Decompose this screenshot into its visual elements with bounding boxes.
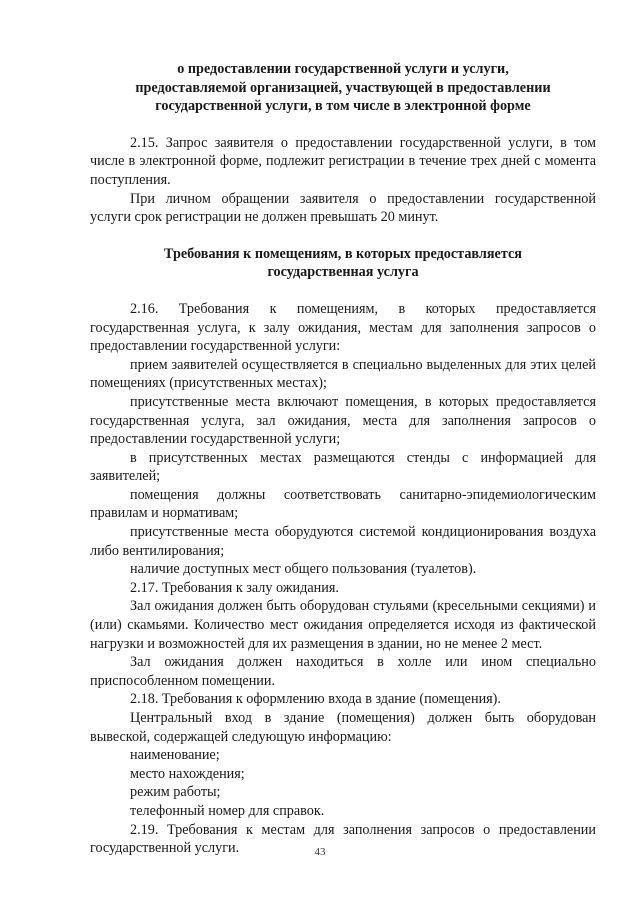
section-heading-registration bbox=[90, 60, 596, 116]
paragraph: 2.15. Запрос заявителя о предоставлении государственной услуги, в том числе в электронной форме, подлежит регистрации в течение трех дней с момента поступления. bbox=[90, 134, 596, 188]
paragraph: помещения должны соответствовать санитарно-эпидемиологическим правилам и нормативам; bbox=[90, 486, 596, 522]
paragraph: 2.19. Требования к местам для заполнения запросов о предоставлении государственной услуги. bbox=[90, 821, 596, 857]
page-number: 43 bbox=[314, 846, 326, 858]
paragraph: Центральный вход в здание (помещения) должен быть оборудован вывеской, содержащей следующую информацию: bbox=[90, 710, 596, 745]
paragraph: телефонный номер для справок. bbox=[130, 802, 325, 819]
paragraph: наименование; bbox=[130, 747, 220, 764]
paragraph: Зал ожидания должен быть оборудован стульями (кресельными секциями) и (или) скамьями. Количество мест ожидания определяется исходя из фактической нагрузки и возможностей для их размещения в здании, но не менее 2 мест. bbox=[90, 598, 596, 652]
paragraph: Зал ожидания должен находиться в холле или ином специально приспособленном помещении. bbox=[90, 654, 596, 689]
paragraph: присутственные места оборудуются системой кондиционирования воздуха либо вентилирования; bbox=[90, 524, 596, 559]
paragraph: 2.16. Требования к помещениям, в которых предоставляется государственная услуга, к залу ожидания, местам для заполнения запросов о предоставлении государственной услуги: bbox=[90, 300, 596, 355]
heading-line: Требования к помещениям, в которых предоставляется bbox=[164, 245, 522, 262]
heading-line: государственной услуги, в том числе в электронной форме bbox=[155, 98, 531, 115]
paragraph: При личном обращении заявителя о предоставлении государственной услуги срок регистрации не должен превышать 20 минут. bbox=[90, 190, 596, 226]
paragraph: 2.17. Требования к залу ожидания. bbox=[130, 579, 339, 596]
paragraph: 2.18. Требования к оформлению входа в здание (помещения). bbox=[130, 691, 501, 708]
heading-line: предоставляемой организацией, участвующей в предоставлении bbox=[135, 79, 551, 96]
document-page bbox=[90, 60, 596, 858]
paragraph: присутственные места включают помещения, в которых предоставляется государственная услуга, зал ожидания, места для заполнения запросов о предоставлении государственной услуги; bbox=[90, 393, 596, 448]
paragraph: прием заявителей осуществляется в специально выделенных для этих целей помещениях (присутственных местах); bbox=[90, 356, 596, 392]
paragraph: наличие доступных мест общего пользования (туалетов). bbox=[130, 561, 477, 578]
paragraph: место нахождения; bbox=[130, 765, 245, 782]
heading-line: о предоставлении государственной услуги и услуги, bbox=[177, 61, 509, 77]
heading-line: государственная услуга bbox=[267, 264, 419, 281]
paragraph: режим работы; bbox=[130, 784, 221, 801]
paragraph: в присутственных местах размещаются стенды с информацией для заявителей; bbox=[90, 449, 596, 485]
section-heading-premises bbox=[90, 245, 596, 282]
